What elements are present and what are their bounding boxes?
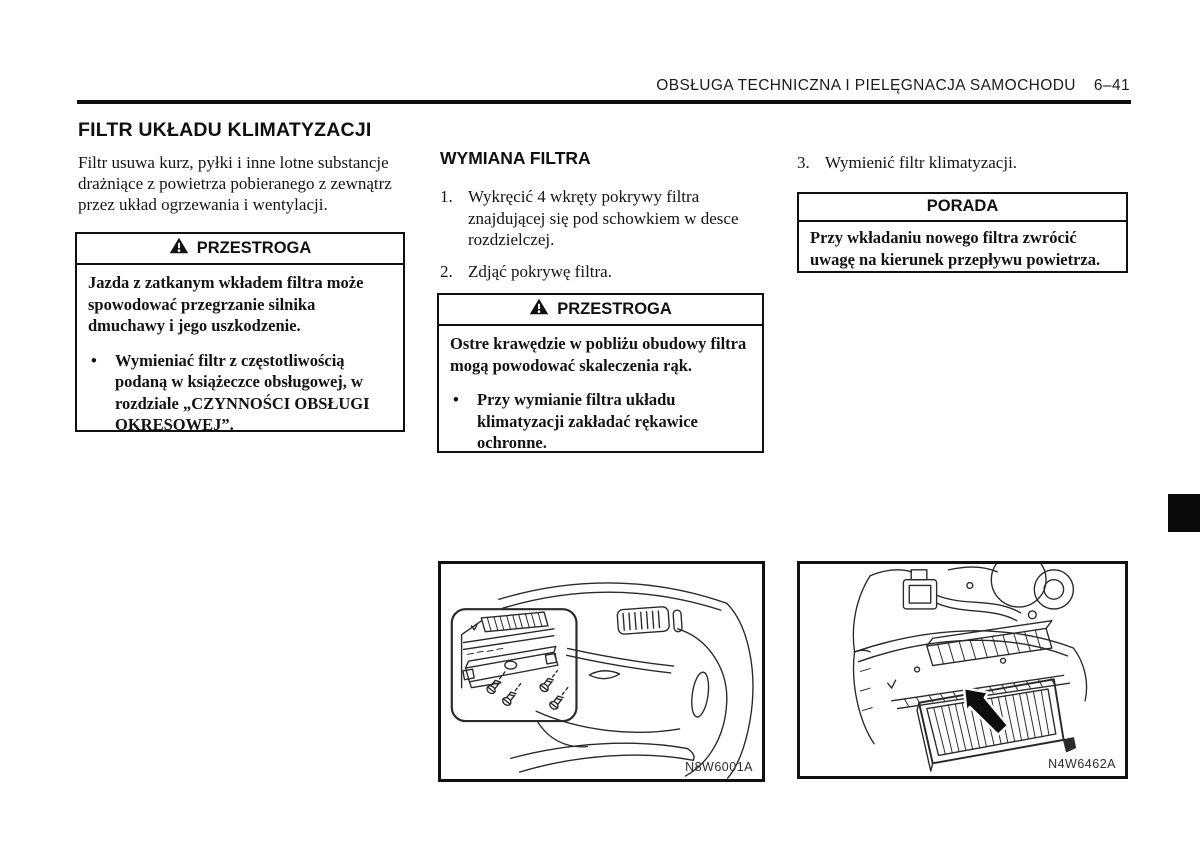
step-3 bbox=[797, 152, 1129, 174]
intro-paragraph: Filtr usuwa kurz, pyłki i inne lotne substancje drażniące z powietrza pobieranego z zewnątrz przez układ ogrzewania i wentylacji. bbox=[78, 153, 392, 214]
tip-text: Przy wkładaniu nowego filtra zwrócić uwagę na kierunek przepływu powietrza. bbox=[810, 228, 1101, 269]
filter-tray-diagram bbox=[800, 564, 1125, 776]
step-1-text: Wykręcić 4 wkręty pokrywy filtra znajdującej się pod schowkiem w desce rozdzielczej. bbox=[468, 187, 739, 249]
step-2-number: 2. bbox=[440, 262, 453, 281]
figure-code: N4W6462A bbox=[1048, 757, 1116, 771]
inset-detail bbox=[452, 609, 587, 747]
step-2-text: Zdjąć pokrywę filtra. bbox=[468, 262, 612, 281]
dash-vent bbox=[617, 606, 670, 634]
glovebox-filter-diagram bbox=[441, 564, 762, 779]
caution-title: PRZESTROGA bbox=[557, 299, 672, 318]
header-rule bbox=[77, 100, 1131, 104]
warning-icon bbox=[169, 237, 189, 259]
screw-icon bbox=[501, 679, 526, 707]
screw-icon bbox=[538, 668, 560, 693]
running-header bbox=[656, 77, 1130, 95]
subsection-title: WYMIANA FILTRA bbox=[440, 148, 591, 168]
tip-box bbox=[797, 192, 1128, 273]
figure-filter-cover bbox=[438, 561, 765, 782]
step-3-number: 3. bbox=[797, 153, 810, 172]
tip-box-header bbox=[799, 194, 1126, 222]
vent-grille bbox=[481, 612, 548, 632]
step-1 bbox=[440, 186, 770, 251]
bullet-marker: • bbox=[91, 350, 97, 370]
caution-box-2 bbox=[437, 293, 764, 453]
caution-box-1-header bbox=[77, 234, 403, 265]
caution-title: PRZESTROGA bbox=[196, 238, 312, 257]
chapter-title: OBSŁUGA TECHNICZNA I PIELĘGNACJA SAMOCHODU bbox=[656, 77, 1076, 94]
caution-box-2-header bbox=[439, 295, 762, 326]
tip-title: PORADA bbox=[926, 197, 999, 215]
vent-grille bbox=[915, 621, 1052, 672]
section-title: FILTR UKŁADU KLIMATYZACJI bbox=[78, 119, 372, 141]
caution-text: Jazda z zatkanym wkładem filtra może spowodować przegrzanie silnika dmuchawy i jego uszkodzenie. bbox=[88, 273, 364, 335]
caution-box-1 bbox=[75, 232, 405, 432]
caution-bullet-text: Wymieniać filtr z częstotliwością podaną w książeczce obsługowej, w rozdziale „CZYNNOŚCI OBSŁUGI OKRESOWEJ”. bbox=[115, 350, 370, 434]
step-2 bbox=[440, 261, 770, 283]
caution-bullet bbox=[88, 350, 392, 436]
step-1-number: 1. bbox=[440, 187, 453, 206]
screw-icon bbox=[485, 667, 510, 695]
page-number: 6–41 bbox=[1093, 77, 1130, 94]
caution-bullet bbox=[450, 389, 751, 454]
hvac-housing bbox=[853, 564, 1086, 744]
bullet-marker: • bbox=[453, 390, 459, 409]
screw-icon bbox=[548, 683, 573, 711]
caution-text: Ostre krawędzie w pobliżu obudowy filtra mogą powodować skaleczenia rąk. bbox=[450, 334, 747, 375]
figure-code: N8W6001A bbox=[685, 760, 753, 774]
warning-icon bbox=[529, 298, 549, 320]
figure-filter-tray bbox=[797, 561, 1128, 779]
step-3-text: Wymienić filtr klimatyzacji. bbox=[825, 153, 1018, 172]
section-index-tab bbox=[1168, 494, 1200, 532]
caution-bullet-text: Przy wymianie filtra układu klimatyzacji zakładać rękawice ochronne. bbox=[477, 390, 698, 452]
